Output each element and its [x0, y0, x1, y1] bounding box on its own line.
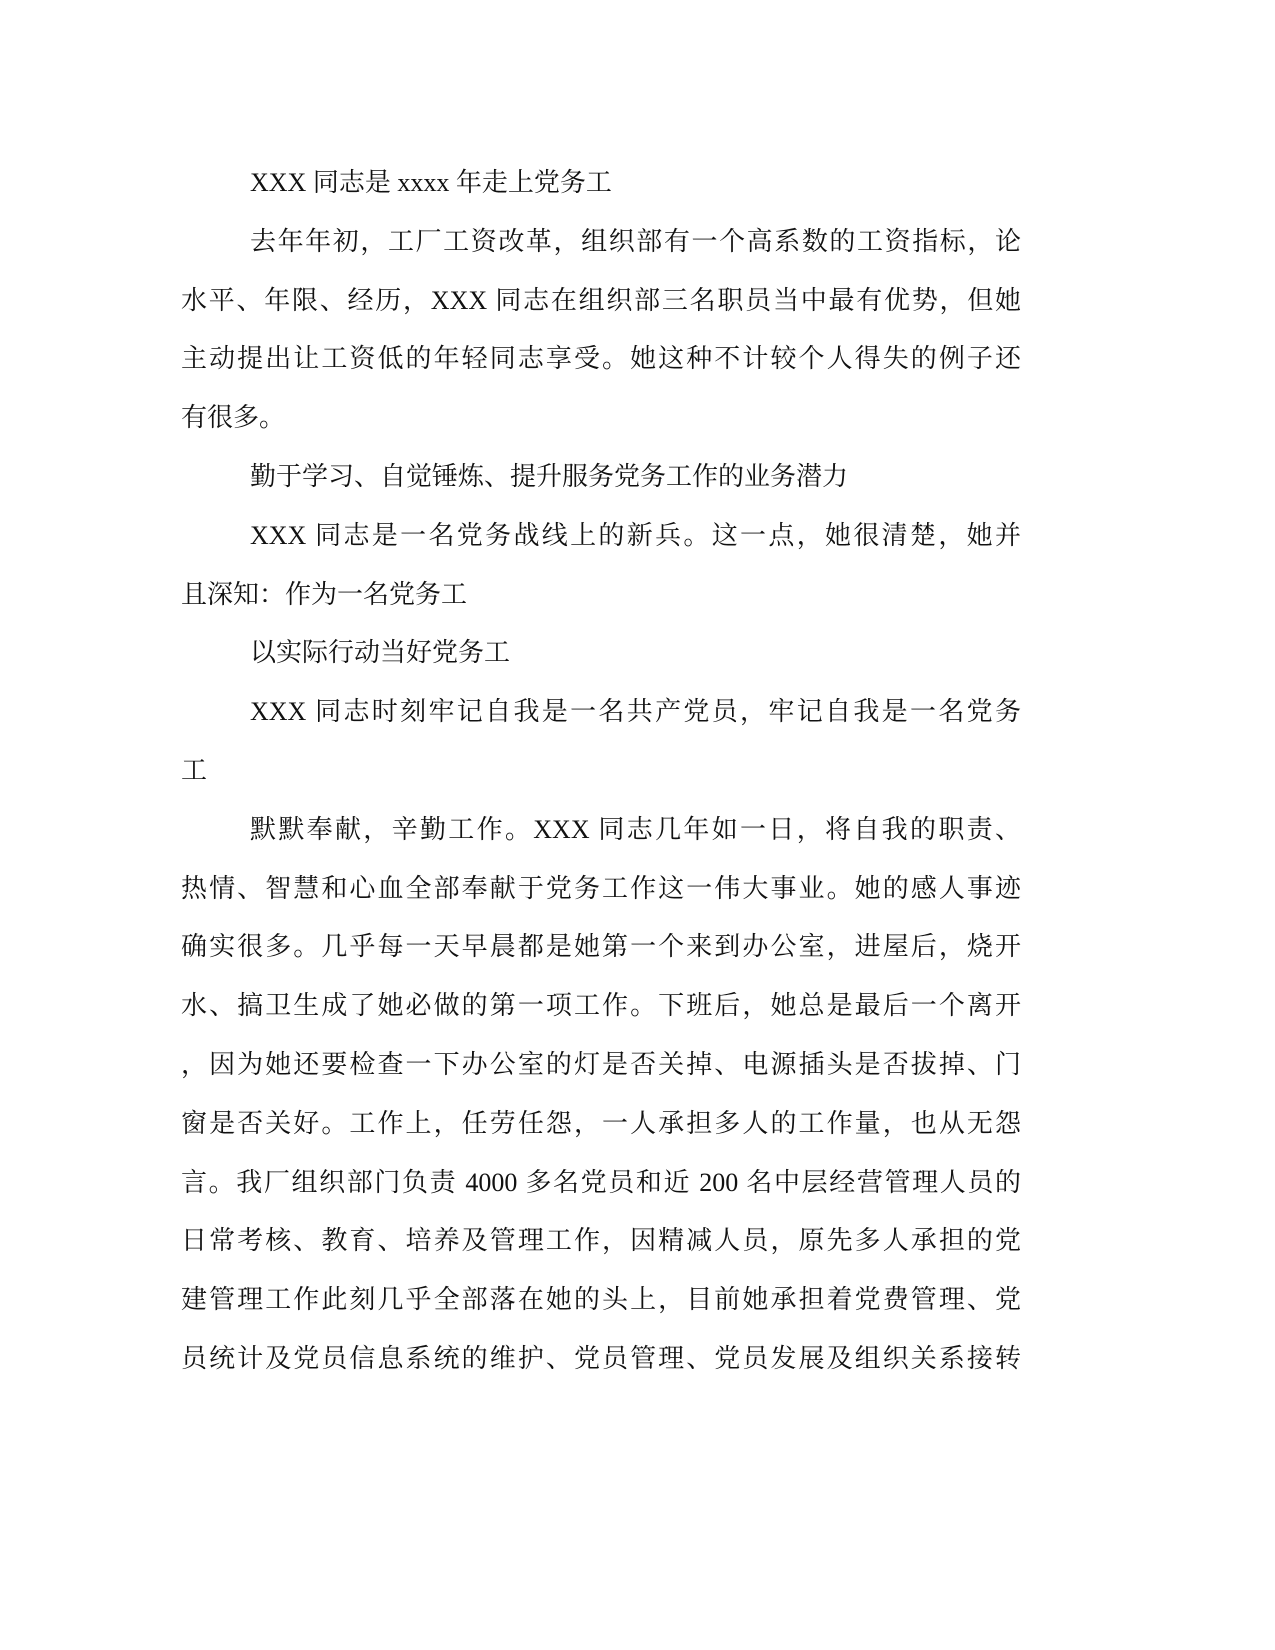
text-line: 员统计及党员信息系统的维护、党员管理、党员发展及组织关系接转 — [181, 1344, 1021, 1373]
text-line: 勤于学习、自觉锤炼、提升服务党务工作的业务潜力 — [250, 462, 849, 491]
text-line: 默默奉献，辛勤工作。XXX 同志几年如一日，将自我的职责、 — [250, 814, 1021, 844]
text-line: XXX 同志时刻牢记自我是一名共产党员，牢记自我是一名党务 — [250, 697, 1021, 727]
text-line: 以实际行动当好党务工 — [250, 638, 511, 668]
text-line: 言。我厂组织部门负责 4000 多名党员和近 200 名中层经营管理人员的 — [181, 1167, 1021, 1197]
text-line: XXX 同志是 xxxx 年走上党务工 — [250, 168, 612, 197]
text-line: 工 — [181, 756, 208, 785]
text-line: 有很多。 — [181, 403, 286, 433]
text-line: 热情、智慧和心血全部奉献于党务工作这一伟大事业。她的感人事迹 — [181, 873, 1021, 903]
text-line: ，因为她还要检查一下办公室的灯是否关掉、电源插头是否拔掉、门 — [181, 1050, 1021, 1079]
text-line: XXX 同志是一名党务战线上的新兵。这一点，她很清楚，她并 — [250, 520, 1021, 550]
text-line: 水平、年限、经历，XXX 同志在组织部三名职员当中最有优势，但她 — [181, 285, 1021, 315]
text-line: 确实很多。几乎每一天早晨都是她第一个来到办公室，进屋后，烧开 — [181, 932, 1021, 962]
text-line: 主动提出让工资低的年轻同志享受。她这种不计较个人得失的例子还 — [181, 344, 1021, 374]
text-line: 窗是否关好。工作上，任劳任怨，一人承担多人的工作量，也从无怨 — [181, 1108, 1021, 1138]
text-line: 日常考核、教育、培养及管理工作，因精减人员，原先多人承担的党 — [181, 1226, 1021, 1256]
text-line: 水、搞卫生成了她必做的第一项工作。下班后，她总是最后一个离开 — [181, 991, 1021, 1021]
text-line: 去年年初，工厂工资改革，组织部有一个高系数的工资指标，论 — [250, 226, 1021, 256]
text-line: 建管理工作此刻几乎全部落在她的头上，目前她承担着党费管理、党 — [181, 1285, 1021, 1315]
text-line: 且深知：作为一名党务工 — [181, 579, 468, 609]
